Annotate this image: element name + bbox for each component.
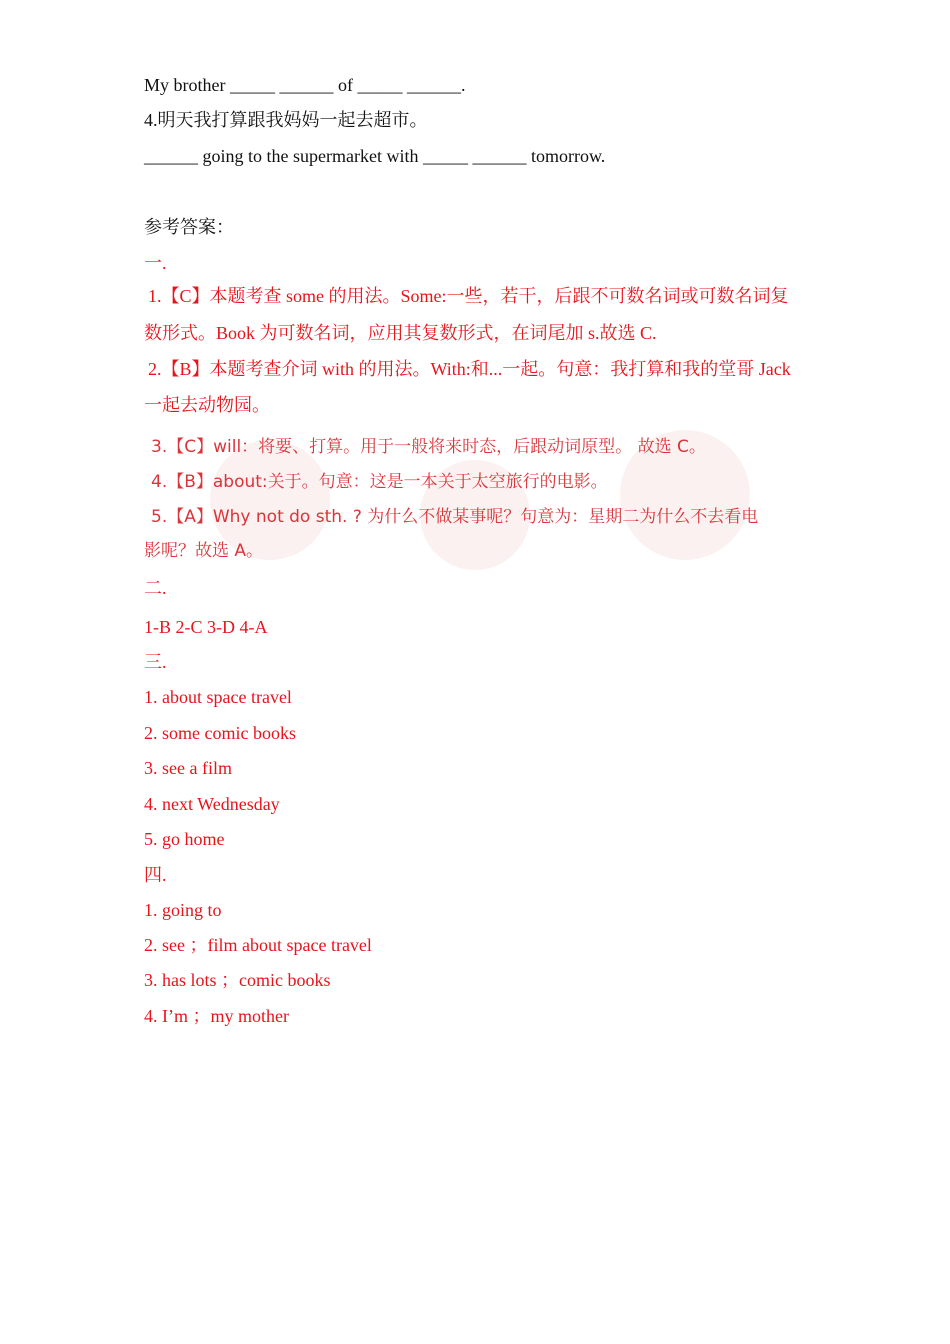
section-2-answer: 1-B 2-C 3-D 4-A: [144, 617, 268, 637]
section-1-item-4: 4.【B】about:关于。句意：这是一本关于太空旅行的电影。: [151, 472, 608, 492]
question-3-line: My brother _____ ______ of _____ ______.: [144, 75, 466, 95]
section-4-heading: 四.: [144, 865, 167, 885]
section-1-item-5b: 影呢？故选 A。: [144, 541, 264, 561]
section-4-item-1: 1. going to: [144, 900, 222, 920]
section-1-item-1b: 数形式。Book 为可数名词，应用其复数形式，在词尾加 s.故选 C.: [144, 323, 657, 343]
section-1-item-2b: 一起去动物园。: [144, 395, 270, 415]
section-1-heading: 一.: [144, 253, 167, 273]
section-3-item-3: 3. see a film: [144, 758, 232, 778]
answers-title: 参考答案：: [144, 217, 234, 237]
question-4-line: ______ going to the supermarket with _____ ______ tomorrow.: [144, 146, 606, 166]
section-4-item-2: 2. see ；film about space travel: [144, 935, 372, 955]
section-2-heading: 二.: [144, 578, 167, 598]
section-3-item-4: 4. next Wednesday: [144, 794, 280, 814]
section-3-item-2: 2. some comic books: [144, 723, 296, 743]
section-1-item-1a: 1.【C】本题考查 some 的用法。Some:一些，若干，后跟不可数名词或可数名词复: [148, 286, 789, 306]
section-1-item-5a: 5.【A】Why not do sth. ? 为什么不做某事呢？句意为：星期二为什么不去看电: [151, 507, 759, 527]
section-1-item-2a: 2.【B】本题考查介词 with 的用法。With:和...一起。句意：我打算和我的堂哥 Jack: [148, 359, 791, 379]
question-4-chinese: 4.明天我打算跟我妈妈一起去超市。: [144, 110, 428, 130]
section-4-item-4: 4. I’m ；my mother: [144, 1006, 289, 1026]
section-3-item-5: 5. go home: [144, 829, 225, 849]
section-1-item-3: 3.【C】will：将要、打算。用于一般将来时态，后跟动词原型。 故选 C。: [151, 437, 706, 457]
section-3-item-1: 1. about space travel: [144, 687, 292, 707]
section-4-item-3: 3. has lots ；comic books: [144, 970, 331, 990]
section-3-heading: 三.: [144, 652, 167, 672]
